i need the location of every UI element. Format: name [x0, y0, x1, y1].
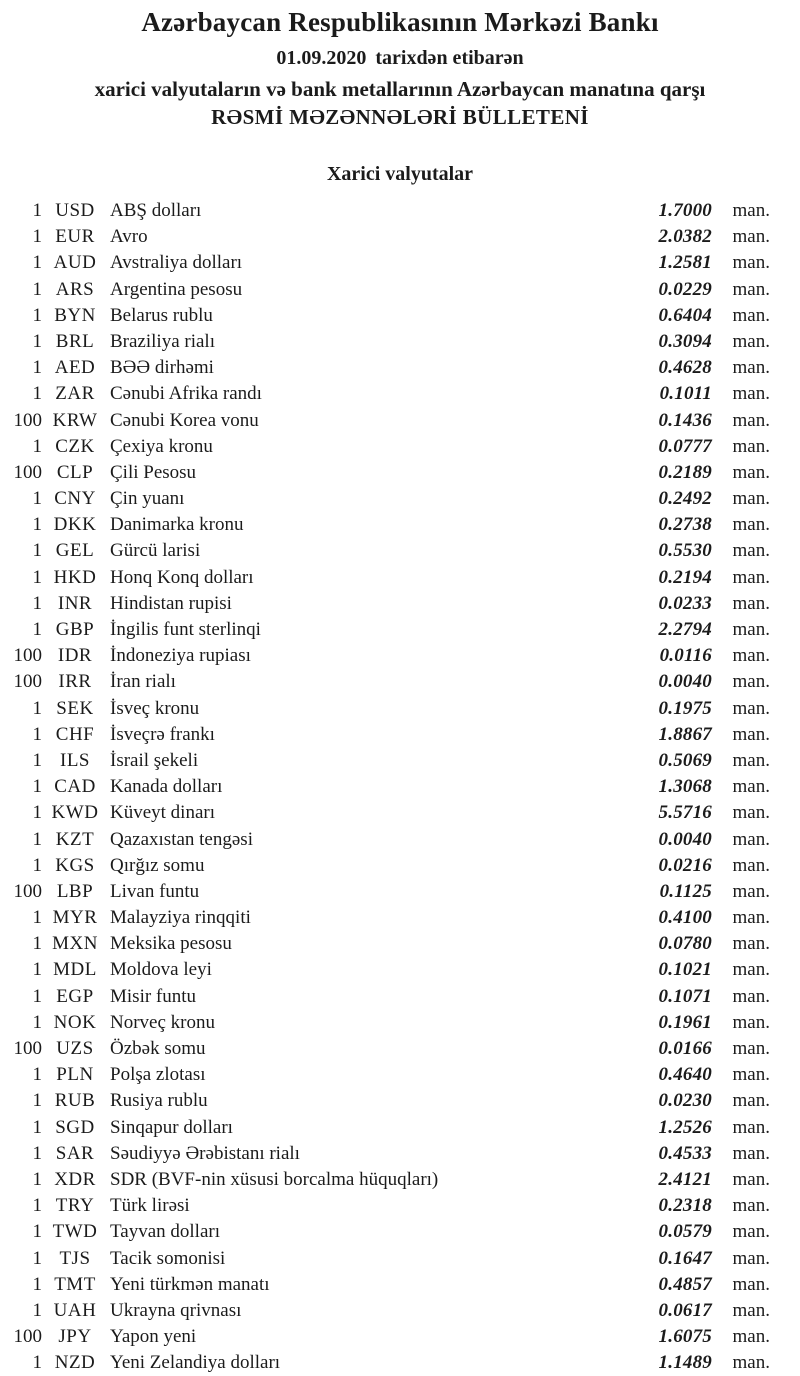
currency-name: ABŞ dolları: [110, 200, 202, 221]
rate-row: [0, 1088, 770, 1114]
unit-label: man.: [732, 1038, 770, 1059]
rates-table: [0, 198, 770, 1376]
currency-quantity: 1: [32, 697, 42, 719]
unit-label: man.: [732, 226, 770, 248]
currency-quantity: 1: [32, 802, 42, 824]
unit-label: man.: [732, 1064, 770, 1086]
currency-quantity: 1: [32, 252, 42, 274]
currency-code: EUR: [55, 226, 95, 248]
currency-quantity: 1: [32, 1273, 42, 1295]
currency-quantity: 1: [32, 540, 42, 562]
rate-row: [0, 565, 770, 591]
unit-label: man.: [732, 461, 770, 483]
bulletin-header: [0, 6, 800, 130]
currency-code: GEL: [55, 540, 95, 562]
rate-row: [0, 879, 770, 905]
rate-value: 0.2738: [658, 514, 712, 536]
unit-label: man.: [732, 880, 770, 902]
rate-value: 0.5069: [658, 749, 712, 771]
currency-quantity: 1: [32, 723, 42, 745]
unit-label: man.: [732, 697, 770, 719]
rate-value: 5.5716: [658, 802, 712, 824]
rate-row: [0, 434, 770, 460]
rate-value: 1.8867: [658, 723, 712, 745]
unit-label: man.: [732, 1299, 770, 1321]
unit-label: man.: [732, 1090, 770, 1112]
currency-name: Danimarka kronu: [110, 514, 244, 536]
currency-name: Çin yuanı: [110, 488, 185, 510]
unit-label: man.: [732, 1116, 770, 1138]
bulletin-subtitle: xarici valyutaların və bank metallarının Azərbaycan manatına qarşı: [94, 77, 706, 101]
currency-code: MXN: [52, 933, 98, 955]
rate-row: [0, 1324, 770, 1350]
rate-row: [0, 303, 770, 329]
currency-code: LBP: [56, 880, 94, 902]
currency-code: SGD: [55, 1116, 95, 1138]
currency-name: Argentina pesosu: [110, 278, 243, 300]
rate-value: 0.0116: [659, 645, 712, 667]
currency-quantity: 1: [32, 592, 42, 614]
rate-value: 0.0233: [658, 592, 712, 614]
currency-name: Yeni türkmən manatı: [110, 1273, 270, 1295]
rate-row: [0, 669, 770, 695]
currency-name: Cənubi Korea vonu: [110, 409, 259, 431]
currency-name: İngilis funt sterlinqi: [110, 619, 261, 640]
unit-label: man.: [732, 1011, 770, 1033]
rate-row: [0, 617, 770, 643]
currency-quantity: 1: [32, 1299, 42, 1321]
rate-row: [0, 774, 770, 800]
rate-row: [0, 1350, 770, 1376]
effective-date: 01.09.2020: [276, 47, 367, 69]
rate-value: 0.0230: [658, 1090, 712, 1112]
rate-row: [0, 696, 770, 722]
currency-code: USD: [55, 200, 95, 221]
unit-label: man.: [732, 592, 770, 614]
unit-label: man.: [732, 985, 770, 1007]
currency-code: TWD: [52, 1221, 98, 1243]
currency-code: SEK: [56, 697, 94, 719]
rate-row: [0, 1036, 770, 1062]
currency-name: SDR (BVF-nin xüsusi borcalma hüquqları): [110, 1168, 439, 1190]
currency-quantity: 1: [32, 1142, 42, 1164]
currency-code: HKD: [53, 566, 97, 588]
rate-row: [0, 748, 770, 774]
currency-code: KWD: [51, 802, 99, 824]
currency-name: Moldova leyi: [110, 959, 212, 981]
currency-name: Qazaxıstan tengəsi: [110, 828, 253, 850]
rate-value: 0.1071: [658, 985, 712, 1007]
currency-name: Cənubi Afrika randı: [110, 383, 262, 405]
currency-name: Livan funtu: [110, 880, 200, 902]
rate-row: [0, 827, 770, 853]
rate-value: 0.4628: [658, 357, 712, 379]
rate-row: [0, 1272, 770, 1298]
currency-quantity: 1: [32, 985, 42, 1007]
currency-quantity: 100: [13, 880, 42, 902]
currency-quantity: 1: [32, 1247, 42, 1269]
unit-label: man.: [732, 383, 770, 405]
currency-name: Polşa zlotası: [110, 1064, 206, 1086]
rate-row: [0, 250, 770, 276]
currency-quantity: 1: [32, 488, 42, 510]
unit-label: man.: [732, 723, 770, 745]
unit-label: man.: [732, 514, 770, 536]
currency-code: PLN: [56, 1064, 94, 1086]
currency-quantity: 1: [32, 959, 42, 981]
rate-row: [0, 1246, 770, 1272]
currency-quantity: 100: [13, 409, 42, 431]
unit-label: man.: [732, 200, 770, 221]
currency-name: İsveçrə frankı: [110, 723, 215, 745]
currency-code: DKK: [53, 514, 97, 536]
currency-name: Tayvan dolları: [110, 1221, 220, 1243]
currency-code: KRW: [52, 409, 98, 431]
currency-quantity: 1: [32, 435, 42, 457]
unit-label: man.: [732, 330, 770, 352]
rate-value: 0.1975: [658, 697, 712, 719]
currency-quantity: 1: [32, 619, 42, 640]
effective-date-line: [0, 46, 800, 70]
currency-code: BRL: [55, 330, 95, 352]
currency-name: Gürcü larisi: [110, 540, 201, 562]
rate-row: [0, 1219, 770, 1245]
rate-row: [0, 1141, 770, 1167]
currency-name: Çili Pesosu: [110, 461, 197, 483]
currency-name: Yapon yeni: [110, 1326, 197, 1348]
currency-quantity: 1: [32, 226, 42, 248]
unit-label: man.: [732, 1168, 770, 1190]
rate-value: 1.3068: [658, 776, 712, 798]
currency-code: IDR: [57, 645, 93, 667]
currency-quantity: 1: [32, 200, 42, 221]
currency-quantity: 1: [32, 776, 42, 798]
unit-label: man.: [732, 802, 770, 824]
currency-name: Malayziya rinqqiti: [110, 907, 251, 929]
currency-code: SAR: [55, 1142, 95, 1164]
currency-quantity: 1: [32, 828, 42, 850]
rate-row: [0, 381, 770, 407]
unit-label: man.: [732, 1221, 770, 1243]
currency-name: Braziliya rialı: [110, 330, 215, 352]
currency-name: Honq Konq dolları: [110, 566, 254, 588]
rate-value: 1.6075: [658, 1326, 712, 1348]
currency-code: ZAR: [55, 383, 95, 405]
rate-value: 0.0166: [658, 1038, 712, 1059]
rate-value: 1.1489: [658, 1352, 712, 1374]
currency-code: TMT: [54, 1273, 96, 1295]
currency-name: Avstraliya dolları: [110, 252, 243, 274]
currency-code: NZD: [54, 1352, 96, 1374]
currency-name: Norveç kronu: [110, 1011, 215, 1033]
unit-label: man.: [732, 278, 770, 300]
currency-code: AUD: [53, 252, 97, 274]
rate-value: 0.1125: [659, 880, 712, 902]
currency-quantity: 1: [32, 566, 42, 588]
unit-label: man.: [732, 1247, 770, 1269]
rate-value: 0.0777: [658, 435, 712, 457]
rate-value: 0.4640: [658, 1064, 712, 1086]
currency-code: CZK: [55, 435, 95, 457]
currency-quantity: 1: [32, 933, 42, 955]
rate-row: [0, 591, 770, 617]
currency-quantity: 100: [13, 1326, 42, 1348]
currency-code: TJS: [59, 1247, 91, 1269]
currency-code: IRR: [58, 671, 92, 693]
rate-value: 0.1647: [658, 1247, 712, 1269]
currency-code: GBP: [55, 619, 95, 640]
currency-quantity: 1: [32, 1011, 42, 1033]
currency-quantity: 1: [32, 749, 42, 771]
unit-label: man.: [732, 776, 770, 798]
rate-value: 0.0216: [658, 854, 712, 876]
rate-row: [0, 853, 770, 879]
rate-value: 0.5530: [658, 540, 712, 562]
currency-quantity: 1: [32, 514, 42, 536]
rate-value: 0.0040: [658, 671, 712, 693]
currency-code: UAH: [53, 1299, 97, 1321]
currency-quantity: 1: [32, 1168, 42, 1190]
rate-row: [0, 1193, 770, 1219]
unit-label: man.: [732, 566, 770, 588]
currency-name: Avro: [110, 226, 148, 248]
unit-label: man.: [732, 1273, 770, 1295]
unit-label: man.: [732, 671, 770, 693]
currency-code: ARS: [55, 278, 95, 300]
rate-value: 0.0040: [658, 828, 712, 850]
bulletin-title: RƏSMİ MƏZƏNNƏLƏRİ BÜLLETENİ: [211, 105, 589, 129]
currency-name: İsrail şekeli: [110, 749, 199, 771]
currency-quantity: 100: [13, 1038, 42, 1059]
rate-row: [0, 984, 770, 1010]
currency-name: Tacik somonisi: [110, 1247, 226, 1269]
currency-quantity: 1: [32, 1352, 42, 1374]
effective-date-suffix: tarixdən etibarən: [375, 47, 524, 69]
rate-row: [0, 198, 770, 224]
rate-row: [0, 722, 770, 748]
unit-label: man.: [732, 1195, 770, 1217]
currency-name: Küveyt dinarı: [110, 802, 216, 824]
currency-quantity: 1: [32, 907, 42, 929]
unit-label: man.: [732, 619, 770, 640]
currency-code: UZS: [56, 1038, 94, 1059]
currency-quantity: 1: [32, 1064, 42, 1086]
currency-code: MDL: [53, 959, 97, 981]
bank-title: Azərbaycan Respublikasının Mərkəzi Bankı: [141, 7, 659, 37]
currency-quantity: 1: [32, 854, 42, 876]
rate-row: [0, 460, 770, 486]
rate-row: [0, 957, 770, 983]
currency-name: Qırğız somu: [110, 854, 205, 876]
rate-value: 1.2526: [658, 1116, 712, 1138]
rate-value: 1.7000: [658, 200, 712, 221]
currency-quantity: 100: [13, 461, 42, 483]
currency-name: BƏƏ dirhəmi: [110, 357, 214, 379]
currency-quantity: 1: [32, 1195, 42, 1217]
currency-name: Çexiya kronu: [110, 435, 213, 457]
currency-name: Türk lirəsi: [110, 1195, 190, 1217]
currency-name: Kanada dolları: [110, 776, 223, 798]
unit-label: man.: [732, 540, 770, 562]
currency-code: KZT: [55, 828, 95, 850]
unit-label: man.: [732, 1352, 770, 1374]
currency-code: INR: [57, 592, 93, 614]
currency-quantity: 100: [13, 645, 42, 667]
rate-value: 0.4533: [658, 1142, 712, 1164]
currency-name: İran rialı: [110, 671, 176, 693]
currency-name: Səudiyyə Ərəbistanı rialı: [110, 1142, 300, 1164]
rate-value: 0.1021: [658, 959, 712, 981]
currency-name: Meksika pesosu: [110, 933, 232, 955]
currency-name: Hindistan rupisi: [110, 592, 232, 614]
rate-row: [0, 1298, 770, 1324]
rate-value: 0.1011: [659, 383, 712, 405]
rate-value: 0.3094: [658, 330, 712, 352]
currency-code: ILS: [60, 749, 90, 771]
currency-code: TRY: [55, 1195, 95, 1217]
currency-quantity: 1: [32, 330, 42, 352]
currency-code: CAD: [54, 776, 96, 798]
rate-value: 0.0780: [658, 933, 712, 955]
currency-code: EGP: [56, 985, 94, 1007]
currency-code: XDR: [54, 1168, 96, 1190]
currency-code: MYR: [52, 907, 98, 929]
rate-value: 0.6404: [658, 304, 712, 326]
rate-row: [0, 486, 770, 512]
rate-value: 0.0229: [658, 278, 712, 300]
currency-name: Rusiya rublu: [110, 1090, 208, 1112]
rate-value: 2.2794: [658, 619, 712, 640]
currency-code: BYN: [54, 304, 96, 326]
currency-code: CLP: [56, 461, 94, 483]
rate-value: 0.2318: [658, 1195, 712, 1217]
currency-code: AED: [54, 357, 96, 379]
unit-label: man.: [732, 435, 770, 457]
rate-row: [0, 1062, 770, 1088]
rate-row: [0, 1010, 770, 1036]
currency-quantity: 1: [32, 357, 42, 379]
currency-quantity: 1: [32, 1221, 42, 1243]
currency-code: CHF: [55, 723, 95, 745]
currency-code: NOK: [53, 1011, 97, 1033]
rate-row: [0, 931, 770, 957]
unit-label: man.: [732, 1142, 770, 1164]
unit-label: man.: [732, 1326, 770, 1348]
rate-row: [0, 355, 770, 381]
rate-value: 2.4121: [658, 1168, 712, 1190]
rate-value: 0.1436: [658, 409, 712, 431]
rate-value: 0.4857: [658, 1273, 712, 1295]
rate-value: 0.2189: [658, 461, 712, 483]
currency-name: Özbək somu: [110, 1038, 206, 1059]
rate-value: 0.2492: [658, 488, 712, 510]
rate-row: [0, 905, 770, 931]
rate-row: [0, 1167, 770, 1193]
currency-quantity: 100: [13, 671, 42, 693]
unit-label: man.: [732, 933, 770, 955]
currency-code: RUB: [54, 1090, 96, 1112]
currency-code: KGS: [55, 854, 95, 876]
currency-name: İndoneziya rupiası: [110, 645, 251, 667]
rate-row: [0, 800, 770, 826]
unit-label: man.: [732, 854, 770, 876]
rate-value: 0.4100: [658, 907, 712, 929]
rate-value: 2.0382: [658, 226, 712, 248]
currency-name: Belarus rublu: [110, 304, 213, 326]
rate-row: [0, 512, 770, 538]
currency-quantity: 1: [32, 278, 42, 300]
currency-quantity: 1: [32, 1090, 42, 1112]
rate-row: [0, 277, 770, 303]
section-title-foreign-currencies: Xarici valyutalar: [326, 163, 474, 185]
unit-label: man.: [732, 959, 770, 981]
rate-value: 0.0579: [658, 1221, 712, 1243]
currency-name: İsveç kronu: [110, 697, 200, 719]
currency-name: Ukrayna qrivnası: [110, 1299, 242, 1321]
unit-label: man.: [732, 252, 770, 274]
unit-label: man.: [732, 907, 770, 929]
rate-row: [0, 643, 770, 669]
rate-row: [0, 224, 770, 250]
currency-code: JPY: [58, 1326, 92, 1348]
rate-value: 0.1961: [658, 1011, 712, 1033]
currency-name: Sinqapur dolları: [110, 1116, 233, 1138]
unit-label: man.: [732, 304, 770, 326]
rate-row: [0, 408, 770, 434]
currency-quantity: 1: [32, 383, 42, 405]
unit-label: man.: [732, 749, 770, 771]
rate-value: 0.0617: [658, 1299, 712, 1321]
unit-label: man.: [732, 645, 770, 667]
currency-quantity: 1: [32, 304, 42, 326]
rate-row: [0, 329, 770, 355]
currency-quantity: 1: [32, 1116, 42, 1138]
currency-name: Misir funtu: [110, 985, 197, 1007]
unit-label: man.: [732, 357, 770, 379]
unit-label: man.: [732, 488, 770, 510]
rate-row: [0, 538, 770, 564]
rate-value: 1.2581: [658, 252, 712, 274]
unit-label: man.: [732, 409, 770, 431]
currency-name: Yeni Zelandiya dolları: [110, 1352, 281, 1374]
rate-value: 0.2194: [658, 566, 712, 588]
rate-row: [0, 1115, 770, 1141]
currency-code: CNY: [54, 488, 96, 510]
unit-label: man.: [732, 828, 770, 850]
